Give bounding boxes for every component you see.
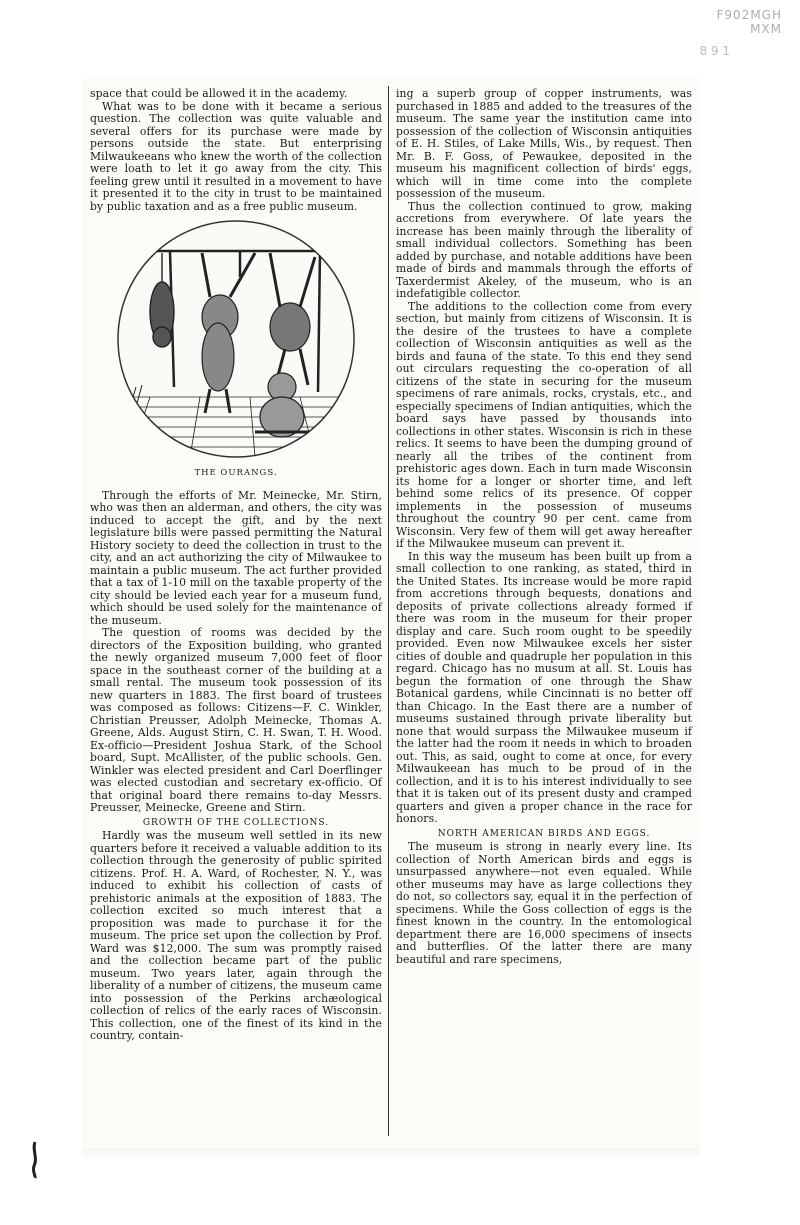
- paragraph: The additions to the collection come from every section, but mainly from citizens of Wisconsin. It is the desire of the trustees to have a complete collection of Wisconsin antiquities as well as the birds and fauna of the state. To this end they send out circulars requesting the co-operation of all citizens of the state in securing for the museum specimens of rare animals, rocks, crystals, etc., and especially specimens of Indian antiquities, which the board says have passed by thousands into collections in other states. Wisconsin is rich in these relics. It seems to have been the dumping ground of nearly all the tribes of the continent from prehistoric ages down. Each in turn made Wisconsin its home for a longer or shorter time, and left behind some relics of its presence. Of copper implements in the possession of museums throughout the country 90 per cent. came from Wisconsin. Very few of them will get away hereafter if the Milwaukee museum can prevent it.: [396, 299, 692, 550]
- article-column-right: [396, 88, 692, 966]
- section-heading: NORTH AMERICAN BIRDS AND EGGS.: [437, 828, 651, 839]
- handwritten-mark: 8 9 1: [699, 44, 730, 58]
- paragraph: Hardly was the museum well settled in its new quarters before it received a valuable addition to its collection through the generosity of public spirited citizens. Prof. H. A. Ward, of Rochester, N. Y., was induced to exhibit his collection of casts of prehistoric animals at the exposition of 1883. The collection excited so much interest that a proposition was made to purchase it for the museum. The price set upon the collection by Prof. Ward was $12,000. The sum was promptly raised and the collection became part of the public museum. Two years later, again through the liberality of a number of citizens, the museum came into possession of the Perkins archæological collection of relics of the early races of Wisconsin. This collection, one of the finest of its kind in the country, contain-: [90, 829, 382, 1042]
- handwritten-line-1: F902MGH: [716, 8, 782, 22]
- paragraph: In this way the museum has been built up from a small collection to one ranking, as stated, third in the United States. Its increase would be more rapid from accretions through bequests, donations and deposits of private collections already formed if there was room in the museum for their proper display and care. Such room ought to be speedily provided. Even now Milwaukee excels her sister cities of double and quadruple her population in this regard. Chicago has no musum at all. St. Louis has begun the formation of one through the Shaw Botanical gardens, while Cincinnati is no better off than Chicago. In the East there are a number of museums sustained through private liberality but none that would surpass the Milwaukee museum if the latter had the room it needs in which to broaden out. This, as said, ought to come at once, for every Milwaukeean has much to be proud of in the collection, and it is to his interest individually to see that it is taken out of its present dusty and cramped quarters and given a proper chance in the race for honors.: [396, 549, 692, 825]
- ourangs-engraving: [90, 217, 382, 465]
- paragraph: Through the efforts of Mr. Meinecke, Mr. Stirn, who was then an alderman, and others, the city was induced to accept the gift, and by the next legislature bills were passed permitting the Natural History society to deed the collection in trust to the city, and an act authorizing the city of Milwaukee to maintain a public museum. The act further provided that a tax of 1-10 mill on the taxable property of the city should be levied each year for a museum fund, which should be used solely for the maintenance of the museum.: [90, 488, 382, 627]
- section-heading: GROWTH OF THE COLLECTIONS.: [142, 817, 330, 828]
- ourangs-illustration: [90, 217, 382, 465]
- column-divider: [388, 86, 389, 1136]
- figure-caption: THE OURANGS.: [194, 468, 278, 478]
- paragraph: space that could be allowed it in the academy.: [90, 87, 348, 100]
- handwritten-line-2: MXM: [750, 22, 782, 36]
- scan-artifact-mark: [28, 1140, 42, 1180]
- paragraph: Thus the collection continued to grow, making accretions from everywhere. Of late years the increase has been mainly through the liberality of small individual collectors. Something has been added by purchase, and notable additions have been made of birds and mammals through the efforts of Taxerdermist Akeley, of the museum, who is an indefatigible collector.: [396, 199, 692, 300]
- paragraph: The museum is strong in nearly every line. Its collection of North American birds and eggs is unsurpassed anywhere—not even equaled. While other museums may have as large collections they do not, so collectors say, equal it in the perfection of specimens. While the Goss collection of eggs is the finest known in the country. In the entomological department there are 16,000 specimens of insects and butterflies. Of the latter there are many beautiful and rare specimens,: [396, 840, 692, 966]
- paragraph: What was to be done with it became a serious question. The collection was quite valuable and several offers for its purchase were made by persons outside the state. But enterprising Milwaukeeans who knew the worth of the collection were loath to let it go away from the city. This feeling grew until it resulted in a movement to have it presented it to the city in trust to be maintained by public taxation and as a free public museum.: [90, 99, 382, 213]
- article-column-left: [90, 88, 382, 1043]
- paragraph: ing a superb group of copper instruments, was purchased in 1885 and added to the treasures of the museum. The same year the institution came into possession of the collection of Wisconsin antiquities of E. H. Stiles, of Lake Mills, Wis., by request. Then Mr. B. F. Goss, of Pewaukee, deposited in the museum his magnificent collection of birds' eggs, which will in time come into the complete possession of the museum.: [396, 87, 692, 200]
- handwritten-annotation: [642, 8, 782, 36]
- paragraph: The question of rooms was decided by the directors of the Exposition building, who granted the newly organized museum 7,000 feet of floor space in the southeast corner of the building at a small rental. The museum took possession of its new quarters in 1883. The first board of trustees was composed as follows: Citizens—F. C. Winkler, Christian Preusser, Adolph Meinecke, Thomas A. Greene, Alds. August Stirn, C. H. Swan, T. H. Wood. Ex-officio—President Joshua Stark, of the School board, Supt. McAllister, of the public schools. Gen. Winkler was elected president and Carl Doerflinger was elected custodian and secretary ex-officio. Of that original board there remains to-day Messrs. Preusser, Meinecke, Greene and Stirn.: [90, 626, 382, 814]
